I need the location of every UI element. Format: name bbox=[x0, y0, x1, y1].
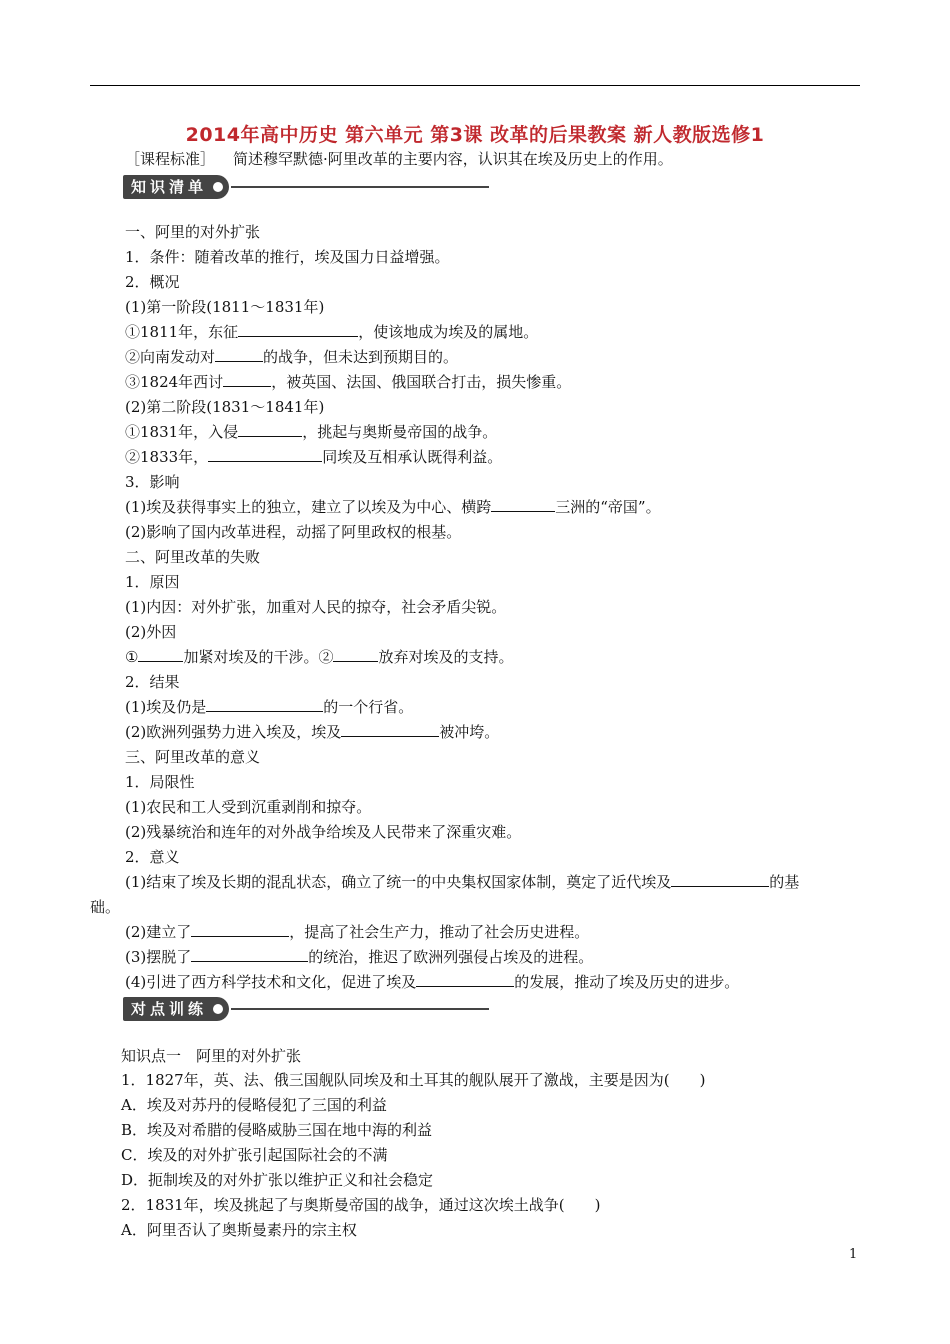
fill-in-line: ① 加紧对埃及的干涉。② 放弃对埃及的支持。 bbox=[125, 648, 514, 666]
fill-in-line: ①1811年，东征 ，使该地成为埃及的属地。 bbox=[125, 323, 539, 341]
question-stem: 1．1827年，英、法、俄三国舰队同埃及和土耳其的舰队展开了激战，主要是因为( ) bbox=[121, 1071, 706, 1089]
text-line: 2．概况 bbox=[125, 273, 180, 291]
curriculum-standard-text: 简述穆罕默德·阿里改革的主要内容，认识其在埃及历史上的作用。 bbox=[233, 150, 673, 168]
fill-in-line: (2)建立了 ，提高了社会生产力，推动了社会历史进程。 bbox=[125, 923, 590, 941]
section-rule bbox=[231, 186, 489, 188]
section-header-practice bbox=[123, 996, 489, 1022]
answer-blank[interactable] bbox=[138, 647, 183, 662]
heading-line: 二、阿里改革的失败 bbox=[125, 548, 261, 566]
section-title: 知识清单 bbox=[131, 178, 208, 196]
option-a[interactable]: A．阿里否认了奥斯曼素丹的宗主权 bbox=[121, 1221, 357, 1239]
text-line: 2．结果 bbox=[125, 673, 180, 691]
option-c[interactable]: C．埃及的对外扩张引起国际社会的不满 bbox=[121, 1146, 388, 1164]
answer-blank[interactable] bbox=[333, 647, 378, 662]
text-line: 础。 bbox=[90, 898, 121, 916]
answer-blank[interactable] bbox=[491, 497, 555, 512]
fill-in-line: (1)埃及获得事实上的独立，建立了以埃及为中心、横跨 三洲的“帝国”。 bbox=[125, 498, 661, 516]
answer-blank[interactable] bbox=[191, 922, 289, 937]
section-header-knowledge-list bbox=[123, 174, 489, 200]
fill-in-line: ③1824年西讨 ，被英国、法国、俄国联合打击，损失惨重。 bbox=[125, 373, 572, 391]
fill-in-line: (1)结束了埃及长期的混乱状态，确立了统一的中央集权国家体制，奠定了近代埃及 的基 bbox=[125, 873, 800, 891]
text-line: (2)残暴统治和连年的对外战争给埃及人民带来了深重灾难。 bbox=[125, 823, 522, 841]
curriculum-standard bbox=[125, 148, 673, 169]
option-a[interactable]: A．埃及对苏丹的侵略侵犯了三国的利益 bbox=[121, 1096, 387, 1114]
answer-blank[interactable] bbox=[416, 972, 514, 987]
fill-in-line: ②向南发动对 的战争，但未达到预期目的。 bbox=[125, 348, 459, 366]
text-line: (2)影响了国内改革进程，动摇了阿里政权的根基。 bbox=[125, 523, 462, 541]
text-line: (2)外因 bbox=[125, 623, 177, 641]
answer-blank[interactable] bbox=[341, 722, 439, 737]
answer-blank[interactable] bbox=[208, 447, 322, 462]
fill-in-line: (2)欧洲列强势力进入埃及，埃及 被冲垮。 bbox=[125, 723, 500, 741]
question-stem: 2．1831年，埃及挑起了与奥斯曼帝国的战争，通过这次埃土战争( ) bbox=[121, 1196, 601, 1214]
fill-in-line: ①1831年，入侵 ，挑起与奥斯曼帝国的战争。 bbox=[125, 423, 498, 441]
heading-line: 三、阿里改革的意义 bbox=[125, 748, 261, 766]
section-rule bbox=[231, 1008, 489, 1010]
text-line: 1．局限性 bbox=[125, 773, 195, 791]
answer-blank[interactable] bbox=[238, 322, 358, 337]
text-line: (1)农民和工人受到沉重剥削和掠夺。 bbox=[125, 798, 372, 816]
answer-blank[interactable] bbox=[191, 947, 308, 962]
fill-in-line: (3)摆脱了 的统治，推迟了欧洲列强侵占埃及的进程。 bbox=[125, 948, 594, 966]
text-line: 2．意义 bbox=[125, 848, 180, 866]
answer-blank[interactable] bbox=[238, 422, 302, 437]
option-d[interactable]: D．扼制埃及的对外扩张以维护正义和社会稳定 bbox=[121, 1171, 434, 1189]
knowledge-point-heading: 知识点一 阿里的对外扩张 bbox=[121, 1047, 302, 1065]
bullet-dot-icon bbox=[213, 182, 223, 192]
page-number: 1 bbox=[849, 1247, 858, 1262]
heading-line: 一、阿里的对外扩张 bbox=[125, 223, 261, 241]
answer-blank[interactable] bbox=[206, 697, 323, 712]
fill-in-line: (4)引进了西方科学技术和文化，促进了埃及 的发展，推动了埃及历史的进步。 bbox=[125, 973, 740, 991]
answer-blank[interactable] bbox=[215, 347, 263, 362]
answer-blank[interactable] bbox=[671, 872, 769, 887]
section-title: 对点训练 bbox=[131, 1000, 208, 1018]
text-line: 3．影响 bbox=[125, 473, 180, 491]
fill-in-line: ②1833年， 同埃及互相承认既得利益。 bbox=[125, 448, 503, 466]
option-b[interactable]: B．埃及对希腊的侵略威胁三国在地中海的利益 bbox=[121, 1121, 433, 1139]
text-line: (1)第一阶段(1811～1831年) bbox=[125, 298, 325, 316]
text-line: 1．原因 bbox=[125, 573, 180, 591]
bullet-dot-icon bbox=[213, 1004, 223, 1014]
curriculum-standard-label: ［课程标准］ bbox=[125, 150, 216, 168]
text-line: (1)内因：对外扩张，加重对人民的掠夺，社会矛盾尖锐。 bbox=[125, 598, 507, 616]
document-title: 2014年高中历史 第六单元 第3课 改革的后果教案 新人教版选修1 bbox=[185, 124, 765, 146]
answer-blank[interactable] bbox=[223, 372, 271, 387]
fill-in-line: (1)埃及仍是 的一个行省。 bbox=[125, 698, 414, 716]
text-line: (2)第二阶段(1831～1841年) bbox=[125, 398, 325, 416]
text-line: 1．条件：随着改革的推行，埃及国力日益增强。 bbox=[125, 248, 450, 266]
header-rule bbox=[90, 85, 860, 86]
